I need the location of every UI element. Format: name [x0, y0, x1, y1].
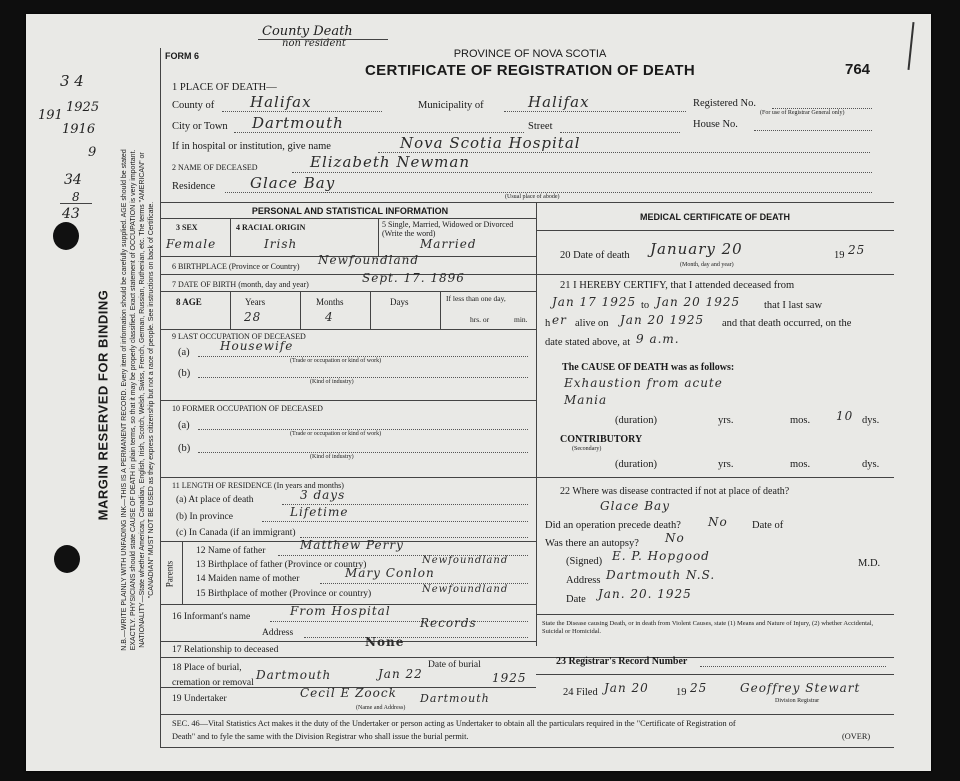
mother-birthplace-label: 15 Birthplace of mother (Province or country) [196, 589, 372, 599]
abode-note: (Usual place of abode) [505, 194, 560, 200]
alive-on-label: alive on [575, 318, 609, 329]
physician-signature: E. P. Hopgood [612, 549, 710, 563]
cause-line-1-value: Exhaustion from acute [564, 376, 723, 390]
medical-section-title: MEDICAL CERTIFICATE OF DEATH [640, 212, 790, 222]
street-label: Street [528, 121, 553, 132]
certificate-number: 764 [845, 61, 871, 78]
attended-from-value: Jan 17 1925 [552, 295, 637, 309]
informant-value: From Hospital [290, 604, 391, 618]
alive-pronoun-value: er [552, 313, 567, 327]
last-occupation-value: Housewife [220, 339, 294, 353]
certify-text: 21 I HEREBY CERTIFY, that I attended deceased from [560, 280, 795, 291]
at-place-value: 3 days [300, 488, 346, 502]
undertaker-note: (Name and Address) [356, 705, 406, 711]
contributory-label: CONTRIBUTORY [560, 434, 643, 445]
sex-label: 3 SEX [176, 223, 198, 232]
footer-line-2: Death" and to fyle the same with the Division Registrar who shall issue the burial permit. [172, 732, 469, 741]
footer-line-1: SEC. 46—Vital Statistics Act makes it the duty of the Undertaker or person acting as Undertaker to obtain all the particulars required in the "Certificate of Registration of [172, 719, 736, 728]
alive-date-value: Jan 20 1925 [620, 313, 705, 327]
death-year-value: 25 [848, 243, 866, 257]
form-bottom-border [160, 747, 894, 748]
occ-trade-note: (Trade or occupation or kind of work) [290, 358, 382, 364]
contributory-mos-label: mos. [790, 459, 811, 470]
birthplace-value: Newfoundland [318, 253, 420, 267]
margin-note-fraction-line [60, 203, 92, 204]
date-of-death-note: (Month, day and year) [680, 262, 734, 268]
attended-to-label: to [641, 300, 650, 311]
burial-date-value: Jan 22 [378, 667, 423, 681]
former-a-label: (a) [178, 420, 190, 431]
margin-note-number-4: 1916 [62, 122, 96, 137]
last-saw-text: that I last saw [764, 300, 823, 311]
years-label: Years [245, 297, 266, 307]
informant-address-value: Records [420, 616, 477, 630]
parents-label: Parents [164, 560, 175, 588]
informant-label: 16 Informant's name [172, 612, 251, 622]
footer-over: (OVER) [842, 732, 871, 741]
relationship-value: None [365, 635, 405, 649]
racial-origin-value: Irish [264, 237, 298, 251]
deceased-name-value: Elizabeth Newman [310, 153, 470, 171]
in-canada-label: (c) In Canada (if an immigrant) [176, 528, 296, 538]
signature-date-value: Jan. 20. 1925 [598, 587, 692, 601]
margin-note-number-7: 8 [72, 190, 80, 204]
margin-note-number-3: 1925 [66, 100, 100, 115]
division-registrar-note: Division Registrar [775, 698, 820, 704]
margin-note-underline [258, 39, 388, 40]
contributory-yrs-label: yrs. [718, 459, 734, 470]
date-stated-above-text: date stated above, at [545, 337, 631, 348]
form-number: FORM 6 [165, 51, 200, 61]
division-registrar-signature: Geoffrey Stewart [740, 681, 861, 695]
alive-prefix: h [545, 318, 551, 329]
burial-place-label: 18 Place of burial, cremation or removal [172, 663, 254, 688]
province-heading: PROVINCE OF NOVA SCOTIA [453, 48, 607, 60]
date-of-birth-value: Sept. 17. 1896 [362, 271, 465, 285]
time-of-death-value: 9 a.m. [636, 332, 680, 346]
occ-industry-note: (Kind of industry) [310, 379, 354, 385]
md-label: M.D. [858, 558, 881, 569]
father-birthplace-label: 13 Birthplace of father (Province or country) [196, 560, 367, 570]
relationship-label: 17 Relationship to deceased [172, 645, 279, 655]
punch-hole-top [53, 222, 79, 250]
filed-date-value: Jan 20 [604, 681, 649, 695]
registered-no-label: Registered No. [693, 98, 756, 109]
duration-label: (duration) [615, 415, 657, 426]
former-b-label: (b) [178, 443, 191, 454]
burial-year-value: 1925 [492, 671, 527, 685]
signed-label: (Signed) [566, 556, 603, 567]
physician-address-label: Address [566, 575, 601, 586]
personal-section-title: PERSONAL AND STATISTICAL INFORMATION [251, 206, 449, 216]
racial-origin-label: 4 RACIAL ORIGIN [236, 223, 306, 232]
days-label: Days [390, 297, 409, 307]
former-industry-note: (Kind of industry) [310, 454, 354, 460]
occ-a-label: (a) [178, 347, 190, 358]
burial-place-value: Dartmouth [256, 668, 332, 682]
age-label: 8 AGE [176, 297, 202, 307]
date-of-death-value: January 20 [650, 240, 743, 258]
physician-address-value: Dartmouth N.S. [606, 568, 716, 582]
municipality-value: Halifax [528, 93, 590, 111]
cause-line-2-value: Mania [564, 393, 608, 407]
disease-contracted-value: Glace Bay [600, 499, 670, 513]
certificate-title: CERTIFICATE OF REGISTRATION OF DEATH [365, 62, 695, 79]
punch-hole-bottom [54, 545, 80, 573]
min-label: min. [514, 315, 528, 324]
margin-instructions: N.B.—WRITE PLAINLY WITH UNFADING INK—THIS IS A PERMANENT RECORD. Every item of information should be carefully supplied. AGE should be stated EXACTLY. PHYSICIANS should state CAUSE OF DEATH in plain terms, so that it may be properly classified. Exact statement of OCCUPATION is very important. NATIONALITY—State whether American, Canadian, English, Irish, Scotch, Welsh, Swiss, French, German, Russian, Ruthenian, etc. The terms "AMERICAN" or "CANADIAN" MUST NOT BE USED as they express citizenship but not a race of people. See instructions on back of Certificate. [121, 149, 155, 651]
informant-address-label: Address [262, 628, 294, 638]
city-label: City or Town [172, 121, 228, 132]
less-than-day-label: If less than one day, [446, 294, 506, 303]
former-occupation-label: 10 FORMER OCCUPATION OF DECEASED [172, 404, 323, 413]
county-value: Halifax [250, 93, 312, 111]
house-no-label: House No. [693, 119, 738, 130]
operation-date-label: Date of [752, 520, 784, 531]
age-months-value: 4 [325, 310, 334, 324]
undertaker-label: 19 Undertaker [172, 694, 227, 704]
contributory-duration-label: (duration) [615, 459, 657, 470]
in-province-value: Lifetime [290, 505, 349, 519]
sex-value: Female [166, 237, 217, 251]
hospital-label: If in hospital or institution, give name [172, 141, 331, 152]
attended-to-value: Jan 20 1925 [656, 295, 741, 309]
margin-note-number-6: 34 [64, 172, 82, 188]
duration-days-value: 10 [836, 409, 854, 423]
hrs-label: hrs. or [470, 315, 490, 324]
place-of-death-label: 1 PLACE OF DEATH— [172, 82, 277, 93]
death-year-prefix: 19 [834, 250, 845, 261]
registrar-record-label: 23 Registrar's Record Number [556, 656, 688, 667]
mother-birthplace-value: Newfoundland [422, 584, 509, 595]
duration-yrs-label: yrs. [718, 415, 734, 426]
operation-label: Did an operation precede death? [545, 520, 681, 531]
municipality-label: Municipality of [418, 100, 484, 111]
residence-value: Glace Bay [250, 174, 336, 192]
mother-name-value: Mary Conlon [345, 566, 435, 580]
date-of-birth-label: 7 DATE OF BIRTH (month, day and year) [172, 280, 309, 289]
autopsy-value: No [665, 531, 685, 545]
margin-note-number-1: 3 4 [60, 72, 84, 90]
last-occupation-label: 9 LAST OCCUPATION OF DECEASED [172, 332, 306, 341]
filed-year-prefix: 19 [676, 687, 687, 698]
length-residence-label: 11 LENGTH OF RESIDENCE (In years and months) [172, 481, 344, 490]
margin-note-number-5: 9 [88, 145, 97, 160]
in-province-label: (b) In province [176, 512, 233, 522]
autopsy-label: Was there an autopsy? [545, 538, 639, 549]
deceased-name-label: 2 NAME OF DECEASED [172, 163, 258, 172]
undertaker-address-value: Dartmouth [420, 692, 490, 705]
margin-note-county-death: County Death [262, 24, 353, 39]
contributory-dys-label: dys. [862, 459, 880, 470]
occ-b-label: (b) [178, 368, 191, 379]
residence-label: Residence [172, 181, 216, 192]
signature-date-label: Date [566, 594, 586, 605]
months-label: Months [316, 297, 344, 307]
mother-name-label: 14 Maiden name of mother [196, 574, 300, 584]
margin-note-number-2: 191 [38, 108, 63, 123]
hospital-value: Nova Scotia Hospital [400, 134, 581, 152]
father-name-label: 12 Name of father [196, 546, 266, 556]
age-years-value: 28 [244, 310, 262, 324]
margin-note-number-8: 43 [62, 206, 80, 222]
birthplace-label: 6 BIRTHPLACE (Province or Country) [172, 262, 300, 271]
margin-note-non-resident: non resident [282, 38, 346, 49]
secondary-note: (Secondary) [572, 446, 602, 452]
date-of-death-label: 20 Date of death [560, 250, 630, 261]
burial-date-label: Date of burial [428, 660, 481, 670]
marital-status-value: Married [420, 237, 477, 251]
at-place-label: (a) At place of death [176, 495, 254, 505]
registered-note: (For use of Registrar General only) [760, 110, 845, 116]
duration-dys-label: dys. [862, 415, 880, 426]
filed-label: 24 Filed [563, 687, 598, 698]
cause-of-death-label: The CAUSE OF DEATH was as follows: [562, 362, 735, 373]
operation-value: No [708, 515, 728, 529]
undertaker-value: Cecil E Zoock [300, 686, 397, 700]
death-occurred-text: and that death occurred, on the [722, 318, 852, 329]
disease-contracted-label: 22 Where was disease contracted if not at place of death? [560, 486, 790, 497]
marital-status-label: 5 Single, Married, Widowed or Divorced (Write the word) [382, 220, 514, 238]
father-name-value: Matthew Perry [300, 538, 404, 552]
form-left-border [160, 48, 161, 748]
center-divider [536, 202, 537, 646]
filed-year-value: 25 [690, 681, 708, 695]
duration-mos-label: mos. [790, 415, 811, 426]
city-value: Dartmouth [252, 114, 344, 132]
margin-binding-label: MARGIN RESERVED FOR BINDING [95, 289, 111, 521]
father-birthplace-value: Newfoundland [422, 555, 509, 566]
former-trade-note: (Trade or occupation or kind of work) [290, 431, 382, 437]
county-label: County of [172, 100, 215, 111]
violent-causes-note: State the Disease causing Death, or in death from Violent Causes, state (1) Means and Nature of Injury, (2) whether Accidental, Suicidal or Homicidal. [542, 620, 874, 635]
